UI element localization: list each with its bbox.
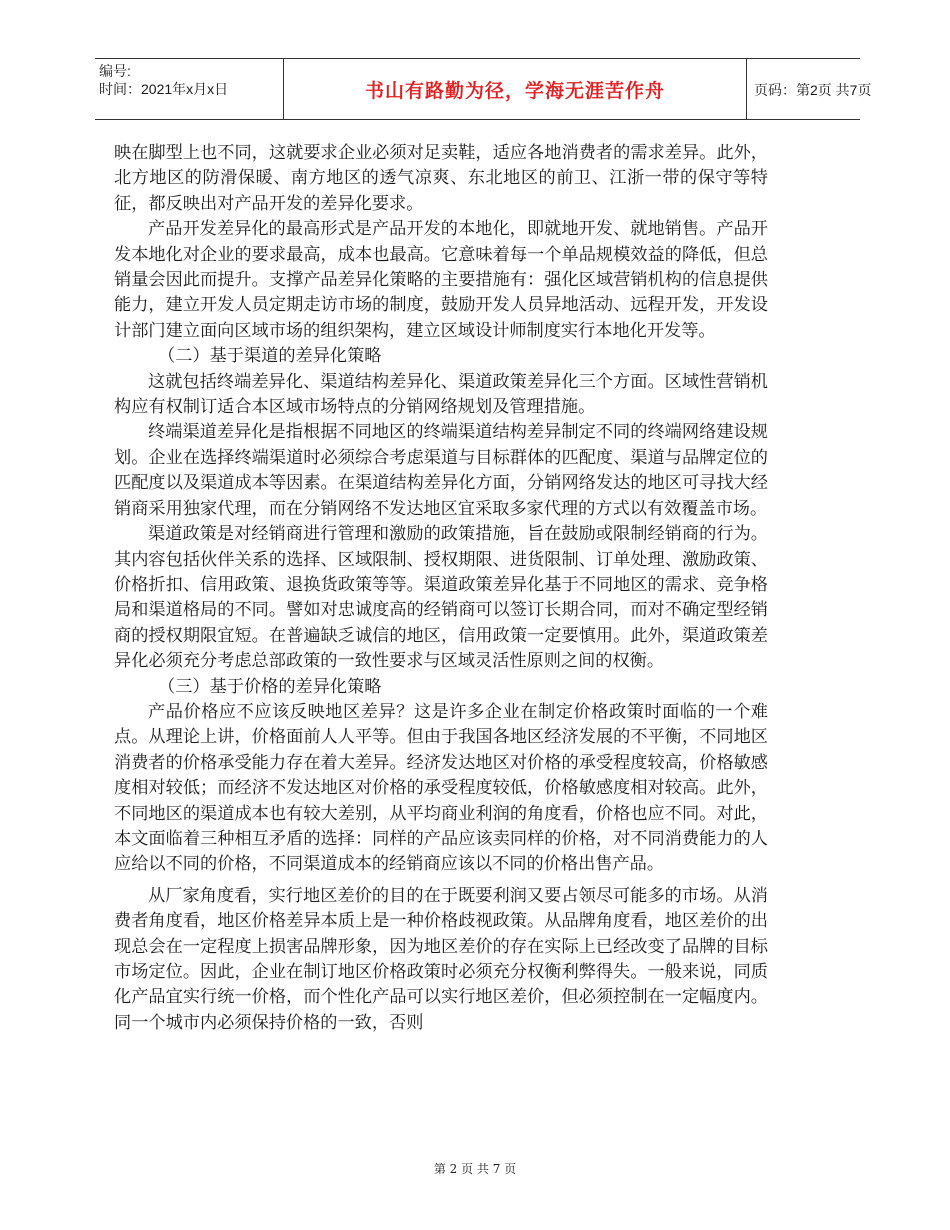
- header-page-cell: [746, 59, 872, 119]
- header-motto: 书山有路勤为径，学海无涯苦作舟: [364, 80, 665, 102]
- header-page-code: 页码：第2页 共7页: [754, 82, 872, 98]
- header-motto-cell: [283, 59, 747, 119]
- document-number-label: 编号:: [99, 63, 131, 79]
- paragraph-continued: 映在脚型上也不同，这就要求企业必须对足卖鞋，适应各地消费者的需求差异。此外，北方地区的防滑保暖、南方地区的透气凉爽、东北地区的前卫、江浙一带的保守等特征，都反映出对产品开发的差异化要求。: [114, 143, 768, 214]
- paragraph-regional-pricing: 从厂家角度看，实行地区差价的目的在于既要利润又要占领尽可能多的市场。从消费者角度看，地区价格差异本质上是一种价格歧视政策。从品牌角度看，地区差价的出现总会在一定程度上损害品牌形象，因为地区差价的存在实际上已经改变了品牌的目标市场定位。因此，企业在制订地区价格政策时必须充分权衡利弊得失。一般来说，同质化产品宜实行统一价格，而个性化产品可以实行地区差价，但必须控制在一定幅度内。同一个城市内必须保持价格的一致，否则: [114, 885, 768, 1033]
- page-header: [95, 58, 872, 120]
- paragraph-price-difference: 产品价格应不应该反映地区差异？这是许多企业在制定价格政策时面临的一个难点。从理论上讲，价格面前人人平等。但由于我国各地区经济发展的不平衡，不同地区消费者的价格承受能力存在着大差异。经济发达地区对价格的承受程度较高，价格敏感度相对较低；而经济不发达地区对价格的承受程度较低，价格敏感度相对较高。此外，不同地区的渠道成本也有较大差别，从平均商业利润的角度看，价格也应不同。对此，本文面临着三种相互矛盾的选择：同样的产品应该卖同样的价格，对不同消费能力的人应给以不同的价格，不同渠道成本的经销商应该以不同的价格出售产品。: [114, 701, 768, 875]
- paragraph-channel-intro: 这就包括终端差异化、渠道结构差异化、渠道政策差异化三个方面。区域性营销机构应有权制订适合本区域市场特点的分销网络规划及管理措施。: [114, 371, 768, 418]
- document-time-label: 时间：2021年x月x日: [99, 81, 229, 97]
- paragraph-channel-policy: 渠道政策是对经销商进行管理和激励的政策措施，旨在鼓励或限制经销商的行为。其内容包括伙伴关系的选择、区域限制、授权期限、进货限制、订单处理、激励政策、价格折扣、信用政策、退换货政策等等。渠道政策差异化基于不同地区的需求、竞争格局和渠道格局的不同。譬如对忠诚度高的经销商可以签订长期合同，而对不确定型经销商的授权期限宜短。在普遍缺乏诚信的地区，信用政策一定要慎用。此外，渠道政策差异化必须充分考虑总部政策的一致性要求与区域灵活性原则之间的权衡。: [114, 524, 768, 672]
- header-meta: [95, 59, 283, 119]
- paragraph-product-localization: 产品开发差异化的最高形式是产品开发的本地化，即就地开发、就地销售。产品开发本地化对企业的要求最高，成本也最高。它意味着每一个单品规模效益的降低，但总销量会因此而提升。支撑产品差异化策略的主要措施有：强化区域营销机构的信息提供能力，建立开发人员定期走访市场的制度，鼓励开发人员异地活动、远程开发，开发设计部门建立面向区域市场的组织架构，建立区域设计师制度实行本地化开发等。: [114, 219, 768, 341]
- document-body: [114, 141, 768, 1036]
- section-heading-channel: （二）基于渠道的差异化策略: [158, 346, 382, 367]
- section-heading-price: （三）基于价格的差异化策略: [158, 676, 382, 697]
- paragraph-terminal-channel: 终端渠道差异化是指根据不同地区的终端渠道结构差异制定不同的终端网络建设规划。企业在选择终端渠道时必须综合考虑渠道与目标群体的匹配度、渠道与品牌定位的匹配度以及渠道成本等因素。在渠道结构差异化方面，分销网络发达的地区可寻找大经销商采用独家代理，而在分销网络不发达地区宜采取多家代理的方式以有效覆盖市场。: [114, 422, 768, 519]
- page-footer: 第 2 页 共 7 页: [433, 1162, 517, 1176]
